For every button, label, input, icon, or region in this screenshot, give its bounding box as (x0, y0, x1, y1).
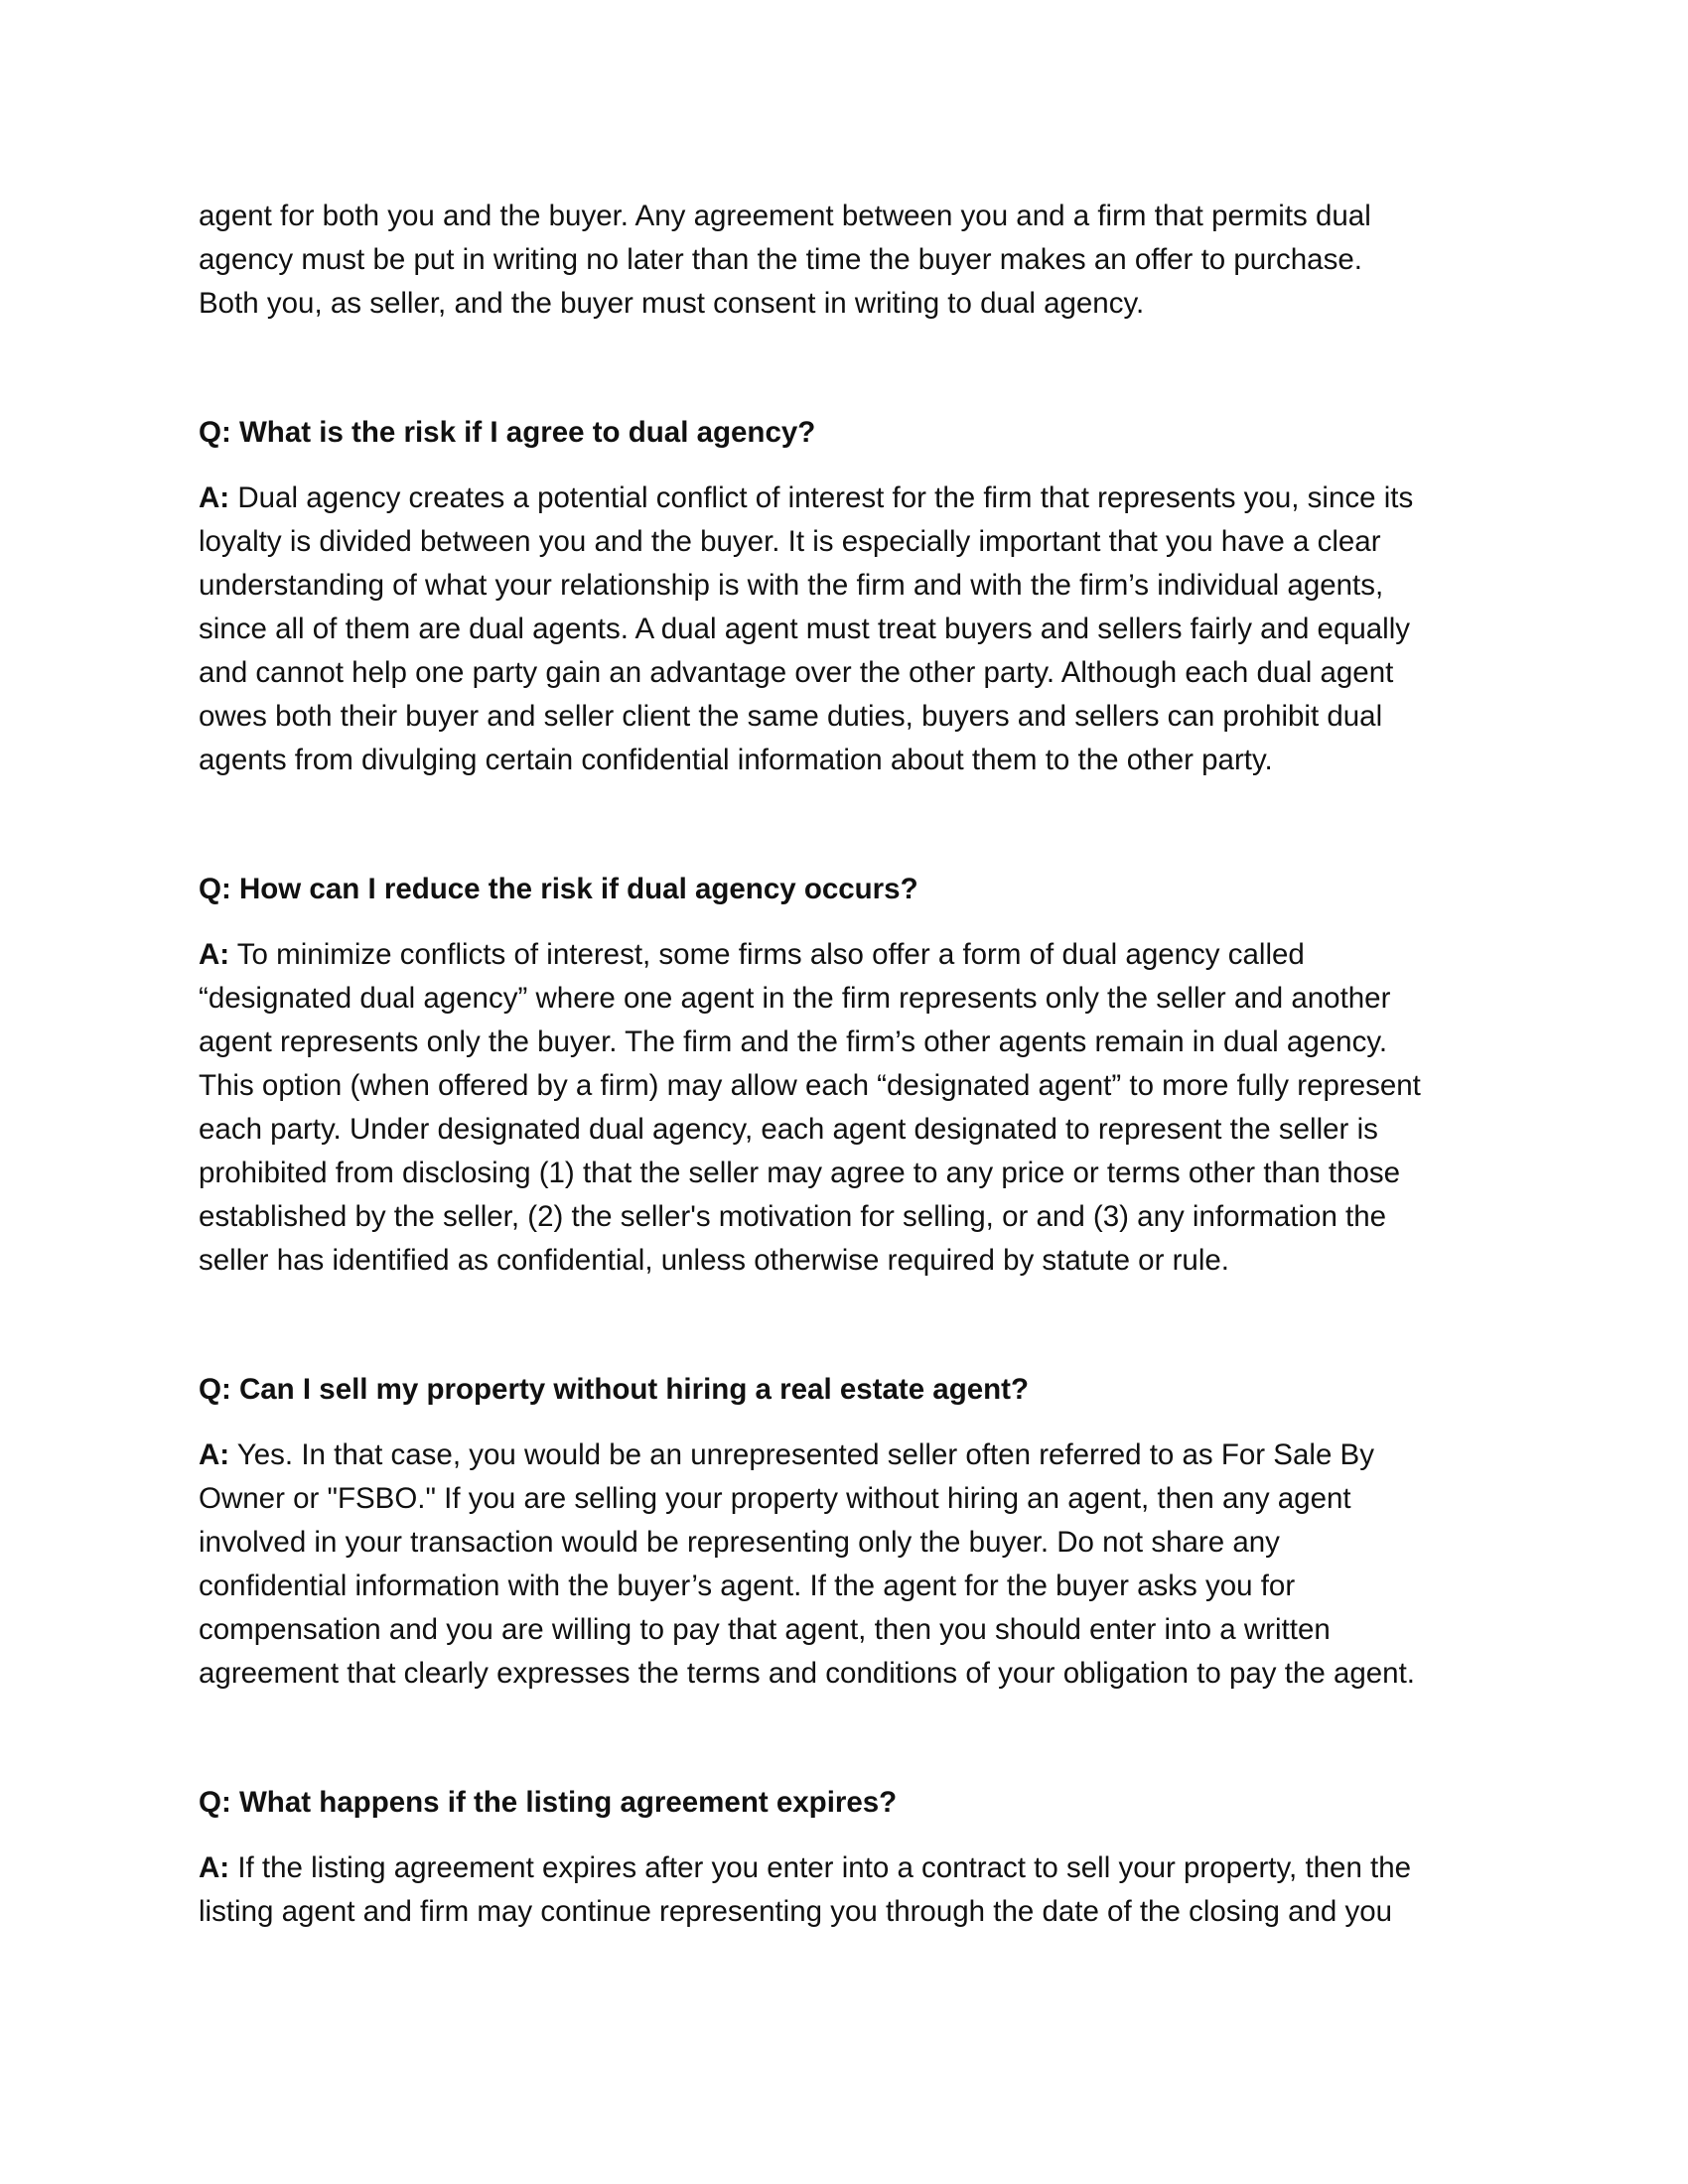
answer-line: since all of them are dual agents. A dual agent must treat buyers and sellers fairly and equally (199, 613, 1411, 645)
answer-line: compensation and you are willing to pay that agent, then you should enter into a written (199, 1613, 1331, 1646)
answer-label: A: (199, 1851, 230, 1884)
intro-line: agency must be put in writing no later than the time the buyer makes an offer to purchase. (199, 243, 1362, 276)
question-listing-expires: Q: What happens if the listing agreement expires? (199, 1786, 898, 1819)
answer-line: prohibited from disclosing (1) that the seller may agree to any price or terms other than those (199, 1157, 1401, 1189)
answer-line: A: If the listing agreement expires after you enter into a contract to sell your property, then the (199, 1851, 1412, 1884)
answer-reduce-risk (199, 933, 1501, 1283)
answer-line: agreement that clearly expresses the terms and conditions of your obligation to pay the agent. (199, 1657, 1415, 1690)
answer-dual-agency-risk (199, 477, 1501, 782)
answer-label: A: (199, 1438, 230, 1471)
answer-line: Owner or "FSBO." If you are selling your property without hiring an agent, then any agent (199, 1482, 1351, 1515)
document-page (199, 195, 1501, 2019)
answer-line: agents from divulging certain confidential information about them to the other party. (199, 744, 1273, 776)
answer-line: established by the seller, (2) the seller's motivation for selling, or and (3) any information the (199, 1200, 1387, 1233)
answer-line: and cannot help one party gain an advantage over the other party. Although each dual agent (199, 656, 1394, 689)
answer-line: each party. Under designated dual agency, each agent designated to represent the seller is (199, 1113, 1378, 1146)
answer-line: agent represents only the buyer. The firm and the firm’s other agents remain in dual agency. (199, 1025, 1388, 1058)
answer-line: understanding of what your relationship is with the firm and with the firm’s individual agents, (199, 569, 1384, 602)
answer-listing-expires (199, 1846, 1501, 1934)
answer-line: “designated dual agency” where one agent in the firm represents only the seller and another (199, 982, 1391, 1015)
intro-line: Both you, as seller, and the buyer must consent in writing to dual agency. (199, 287, 1145, 320)
answer-line: owes both their buyer and seller client the same duties, buyers and sellers can prohibit dual (199, 700, 1383, 733)
answer-sell-without-agent (199, 1433, 1501, 1696)
intro-paragraph (199, 195, 1501, 326)
answer-line: This option (when offered by a firm) may allow each “designated agent” to more fully represent (199, 1069, 1421, 1102)
answer-line: A: To minimize conflicts of interest, some firms also offer a form of dual agency called (199, 938, 1305, 971)
answer-line: A: Dual agency creates a potential conflict of interest for the firm that represents you, since its (199, 481, 1414, 514)
answer-label: A: (199, 481, 230, 514)
answer-label: A: (199, 938, 230, 971)
answer-line: seller has identified as confidential, unless otherwise required by statute or rule. (199, 1244, 1229, 1277)
answer-line: confidential information with the buyer’s agent. If the agent for the buyer asks you for (199, 1570, 1296, 1602)
answer-line: A: Yes. In that case, you would be an unrepresented seller often referred to as For Sale By (199, 1438, 1374, 1471)
answer-line: involved in your transaction would be representing only the buyer. Do not share any (199, 1526, 1280, 1559)
intro-line: agent for both you and the buyer. Any agreement between you and a firm that permits dual (199, 200, 1371, 232)
answer-line: loyalty is divided between you and the buyer. It is especially important that you have a clear (199, 525, 1381, 558)
answer-line: listing agent and firm may continue representing you through the date of the closing and you (199, 1895, 1393, 1928)
question-dual-agency-risk: Q: What is the risk if I agree to dual agency? (199, 416, 816, 449)
question-reduce-risk: Q: How can I reduce the risk if dual agency occurs? (199, 873, 918, 905)
question-sell-without-agent: Q: Can I sell my property without hiring a real estate agent? (199, 1373, 1029, 1406)
